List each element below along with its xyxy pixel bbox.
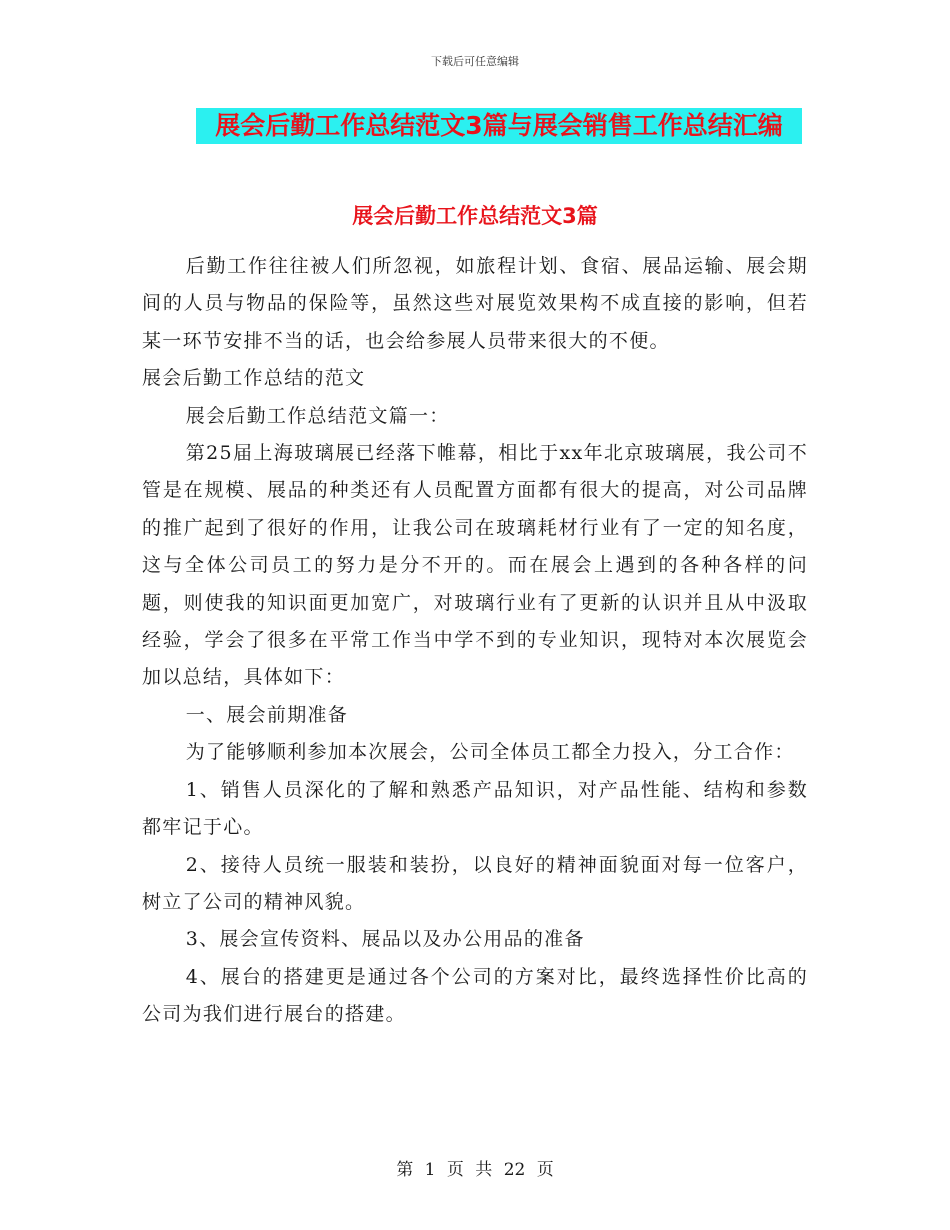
page-header-note: 下载后可任意编辑 bbox=[431, 55, 519, 68]
paragraph: 后勤工作往往被人们所忽视，如旅程计划、食宿、展品运输、展会期间的人员与物品的保险等，虽然这些对展览效果构不成直接的影响，但若某一环节安排不当的话，也会给参展人员带来很大的不便。 bbox=[142, 255, 808, 352]
paragraph: 一、展会前期准备 bbox=[185, 703, 349, 726]
paragraph: 为了能够顺利参加本次展会，公司全体员工都全力投入，分工合作： bbox=[185, 741, 795, 764]
paragraph: 1、销售人员深化的了解和熟悉产品知识，对产品性能、结构和参数都牢记于心。 bbox=[142, 778, 808, 839]
paragraph: 2、接待人员统一服装和装扮，以良好的精神面貌面对每一位客户，树立了公司的精神风貌。 bbox=[142, 853, 808, 913]
document-title: 展会后勤工作总结范文3篇与展会销售工作总结汇编 bbox=[196, 108, 802, 144]
paragraph: 展会后勤工作总结范文篇一： bbox=[185, 404, 450, 427]
paragraph: 4、展台的搭建更是通过各个公司的方案对比，最终选择性价比高的公司为我们进行展台的搭建。 bbox=[142, 965, 808, 1026]
section-title: 展会后勤工作总结范文3篇 bbox=[352, 204, 598, 228]
paragraph: 3、展会宣传资料、展品以及办公用品的准备 bbox=[185, 928, 585, 951]
paragraph: 第25届上海玻璃展已经落下帷幕，相比于xx年北京玻璃展，我公司不管是在规模、展品的种类还有人员配置方面都有很大的提高，对公司品牌的推广起到了很好的作用，让我公司在玻璃耗材行业有了一定的知名度，这与全体公司员工的努力是分不开的。而在展会上遇到的各种各样的问题，则使我的知识面更加宽广，对玻璃行业有了更新的认识并且从中汲取经验，学会了很多在平常工作当中学不到的专业知识，现特对本次展览会加以总结，具体如下： bbox=[142, 442, 808, 689]
page-number: 第 1 页 共 22 页 bbox=[396, 1160, 554, 1180]
document-body bbox=[142, 248, 808, 1034]
paragraph: 展会后勤工作总结的范文 bbox=[142, 367, 366, 390]
